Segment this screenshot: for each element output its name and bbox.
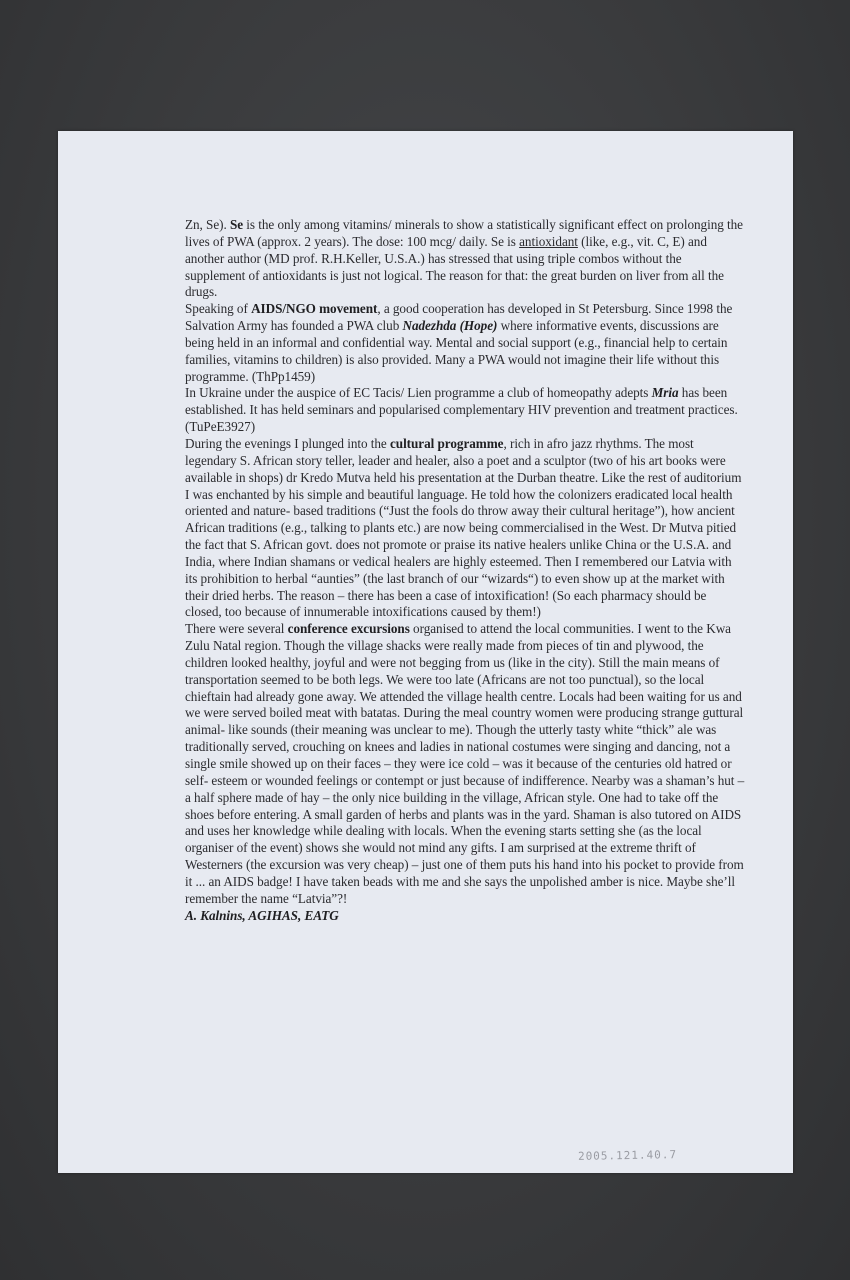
text-span: organised to attend the local communities. I went to the Kwa Zulu Natal region. Though the village shacks were really made from pieces of tin and plywood, the children looked healthy, joyful and were not begging from us (like in the city). Still the main means of transportation seemed to be both legs. We were too late (Africans are not too punctual), so the local chieftain had already gone away. We attended the village health centre. Locals had been waiting for us and we were served boiled meat with batatas. During the meal country women were producing strange guttural animal- like sounds (their meaning was unclear to me). Though the utterly tasty white “thick” ale was traditionally served, crouching on knees and ladies in national costumes were singing and dancing, not a single smile showed up on their faces – they were ice cold – was it because of the centuries old hatred or self- esteem or wounded feelings or contempt or just because of indifference. Nearby was a shaman’s hut – a half sphere made of hay – the only nice building in the village, African style. One had to take off the shoes before entering. A small garden of herbs and plants was in the yard. Shaman is also tutored on AIDS and uses her knowledge while dealing with locals. When the evening starts setting she (as the local organiser of the event) shows she would not mind any gifts. I am surprised at the extreme thrift of Westerners (the excursion was very cheap) – just one of them puts his hand into his pocket to provide from it ... an AIDS badge! I have taken beads with me and she says the unpolished amber is nice. Maybe she’ll remember the name “Latvia”?! — [185, 621, 745, 906]
bold-italic-term: Mria — [651, 385, 679, 401]
bold-italic-term: (Hope) — [459, 318, 498, 334]
text-span: There were several — [185, 621, 288, 637]
catalog-number: 2005.121.40.7 — [577, 1148, 678, 1163]
paragraph-selenium — [185, 217, 745, 301]
text-span: (like, e.g., vit. C, E) and another author (MD prof. R.H.Keller, U.S.A.) has stressed that using triple combos without the supplement of antioxidants is just not logical. The reason for that: the great burden on liver from all the drugs. — [185, 233, 724, 300]
text-span: Speaking of — [185, 301, 252, 317]
bold-term: Se — [229, 217, 244, 232]
text-span: During the evenings I plunged into the — [185, 435, 390, 451]
paragraph-conference-excursions — [185, 621, 745, 907]
bold-italic-term: Nadezhda — [402, 318, 457, 334]
underlined-term: antioxidant — [519, 233, 578, 249]
document-body — [185, 217, 745, 924]
text-span: , a good cooperation has developed in St Petersburg. Since 1998 the Salvation Army has founded a PWA club — [185, 301, 733, 334]
author-signature: A. Kalnins, AGIHAS, EATG — [185, 907, 339, 923]
paragraph-cultural-programme — [185, 436, 745, 621]
paragraph-ukraine — [185, 385, 745, 436]
text-span: , rich in afro jazz rhythms. The most legendary S. African story teller, leader and healer, also a poet and a sculptor (two of his art books were available in shops) dr Kredo Mutva held his presentation at the Durban theatre. Like the rest of auditorium I was enchanted by his simple and beautiful language. He told how the colonizers eradicated local health oriented and nature- based traditions (“Just the fools do throw away their cultural heritage”), how ancient African traditions (e.g., talking to plants etc.) are now being commercialised in the West. Dr Mutva pitied the fact that S. African govt. does not promote or praise its native healers unlike China or the U.S.A. and India, where Indian shamans or vedical healers are highly esteemed. Then I remembered our Latvia with its prohibition to herbal “aunties” (the last branch of our “wizards“) to even show up at the market with their dried herbs. The reason – there has been a case of intoxification! (So each pharmacy should be closed, too because of innumerable intoxifications caused by them!) — [185, 435, 742, 620]
bold-term: cultural programme — [389, 435, 504, 451]
text-span: where informative events, discussions are being held in an informal and confidential way. Mental and social support (e.g., financial help to certain families, vitamins to children) is also provided. Many a PWA would not imagine their life without this programme. (ThPp1459) — [185, 318, 728, 384]
text-span: In Ukraine under the auspice of EC Tacis/ Lien programme a club of homeopathy adepts — [185, 385, 652, 401]
paragraph-aids-ngo — [185, 301, 745, 385]
text-span: Zn, Se). — [185, 217, 230, 232]
bold-term: AIDS/NGO movement — [251, 301, 378, 317]
text-span: is the only among vitamins/ minerals to show a statistically significant effect on prolonging the lives of PWA (approx. 2 years). The dose: 100 mcg/ daily. Se is — [185, 217, 743, 249]
document-page — [58, 131, 793, 1173]
text-span: has been established. It has held seminars and popularised complementary HIV prevention and treatment practices. (TuPeE3927) — [185, 385, 738, 435]
bold-term: conference excursions — [287, 621, 410, 637]
